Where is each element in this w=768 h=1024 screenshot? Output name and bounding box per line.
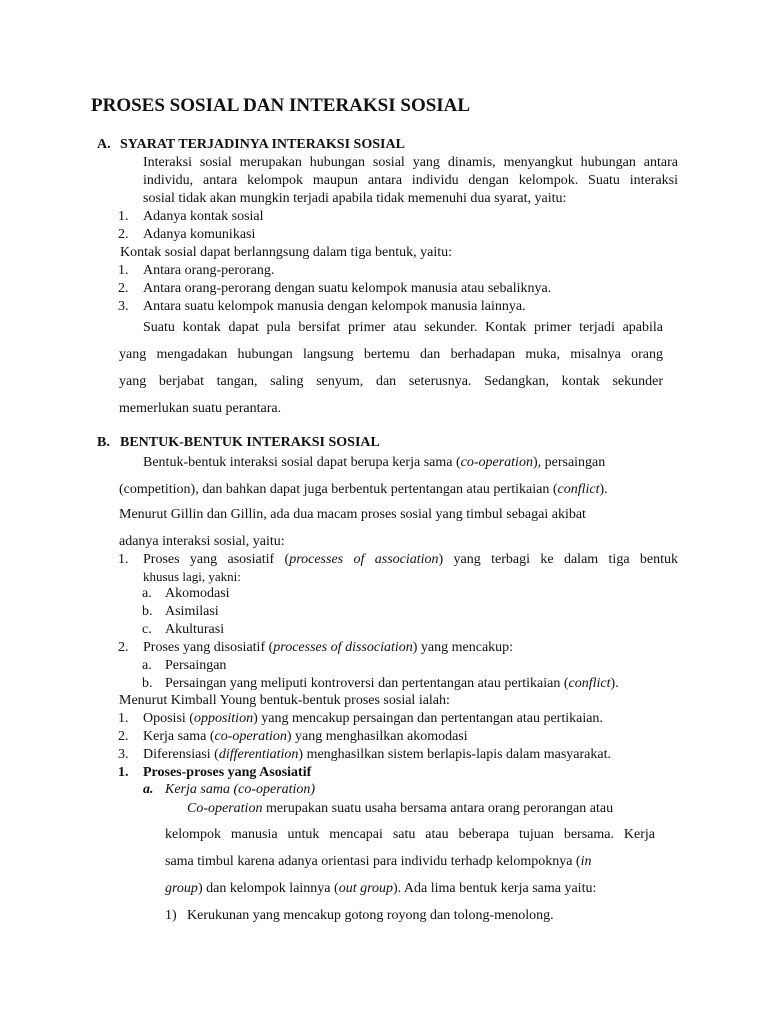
page-title: PROSES SOSIAL DAN INTERAKSI SOSIAL [91, 95, 471, 116]
section-b-marker: B. [97, 435, 110, 450]
section-b-intro-line: Menurut Gillin dan Gillin, ada dua macam proses sosial yang timbul sebagai akibat [119, 507, 586, 522]
contact-type-line: memerlukan suatu perantara. [119, 401, 282, 416]
contact-form-item: Antara suatu kelompok manusia dengan kelompok manusia lainnya. [143, 299, 526, 314]
young-item: Kerja sama (co-operation) yang menghasilkan akomodasi [143, 729, 468, 744]
associative-process-cont: khusus lagi, yakni: [143, 569, 241, 584]
contact-form-item: Antara orang-perorang dengan suatu kelompok manusia atau sebaliknya. [143, 281, 552, 296]
section-b-intro-line: adanya interaksi sosial, yaitu: [119, 534, 285, 549]
list-marker: 2. [118, 729, 129, 744]
contact-type-line: yang berjabat tangan, saling senyum, dan seterusnya. Sedangkan, kontak sekunder [119, 374, 663, 389]
list-marker: b. [142, 604, 153, 619]
list-marker: 2. [118, 227, 129, 242]
contact-form-item: Antara orang-perorang. [143, 263, 275, 278]
list-marker: c. [142, 622, 152, 637]
list-marker: 1. [118, 209, 129, 224]
section-a-intro-line: sosial tidak akan mungkin terjadi apabila tidak memenuhi dua syarat, yaitu: [143, 191, 567, 206]
list-marker: a. [142, 658, 152, 673]
cooperation-line: kelompok manusia untuk mencapai satu atau beberapa tujuan bersama. Kerja [165, 827, 655, 842]
section-b-intro-line: Bentuk-bentuk interaksi sosial dapat berupa kerja sama (co-operation), persaingan [143, 455, 606, 470]
list-marker: 1. [118, 711, 129, 726]
list-marker: 1. [118, 263, 129, 278]
cooperation-line: group) dan kelompok lainnya (out group). Ada lima bentuk kerja sama yaitu: [165, 881, 597, 896]
section-a-intro-line: Interaksi sosial merupakan hubungan sosial yang dinamis, menyangkut hubungan antara [143, 155, 678, 170]
subheading-marker: a. [143, 782, 154, 797]
section-a-intro-line: individu, antara kelompok maupun antara individu dengan kelompok. Suatu interaksi [143, 173, 678, 188]
section-b-intro-line: (competition), dan bahkan dapat juga berbentuk pertentangan atau pertikaian (conflict). [119, 482, 608, 497]
condition-item: Adanya komunikasi [143, 227, 256, 242]
associative-form-item: Akulturasi [165, 622, 225, 637]
subheading-cooperation: Kerja sama (co-operation) [165, 782, 316, 797]
list-marker: 2. [118, 640, 129, 655]
list-marker: a. [142, 586, 152, 601]
dissociative-process-item: Proses yang disosiatif (processes of dissociation) yang mencakup: [143, 640, 514, 655]
cooperation-line: sama timbul karena adanya orientasi para individu terhadp kelompoknya (in [165, 854, 592, 869]
subheading-associative: Proses-proses yang Asosiatif [143, 765, 312, 780]
contact-type-line: Suatu kontak dapat pula bersifat primer atau sekunder. Kontak primer terjadi apabila [143, 320, 663, 335]
section-b-heading: BENTUK-BENTUK INTERAKSI SOSIAL [120, 435, 380, 450]
associative-form-item: Asimilasi [165, 604, 219, 619]
young-item: Oposisi (opposition) yang mencakup persaingan dan pertentangan atau pertikaian. [143, 711, 603, 726]
cooperation-form-item: Kerukunan yang mencakup gotong royong dan tolong-menolong. [187, 908, 554, 923]
list-marker: 1. [118, 552, 129, 567]
associative-process-item: Proses yang asosiatif (processes of association) yang terbagi ke dalam tiga bentuk [143, 552, 679, 567]
section-a-heading: SYARAT TERJADINYA INTERAKSI SOSIAL [120, 137, 405, 152]
section-a-marker: A. [97, 137, 111, 152]
subheading-marker: 1. [118, 765, 129, 780]
list-marker: 2. [118, 281, 129, 296]
contact-intro: Kontak sosial dapat berlanngsung dalam tiga bentuk, yaitu: [120, 245, 453, 260]
associative-form-item: Akomodasi [165, 586, 230, 601]
cooperation-line: Co-operation merupakan suatu usaha bersama antara orang perorangan atau [187, 801, 614, 816]
dissociative-form-item: Persaingan [165, 658, 227, 673]
list-marker: 3. [118, 299, 129, 314]
dissociative-form-item: Persaingan yang meliputi kontroversi dan pertentangan atau pertikaian (conflict). [165, 676, 619, 691]
young-intro: Menurut Kimball Young bentuk-bentuk proses sosial ialah: [119, 693, 450, 708]
contact-type-line: yang mengadakan hubungan langsung bertemu dan berhadapan muka, misalnya orang [119, 347, 663, 362]
list-marker: 1) [165, 908, 177, 923]
list-marker: b. [142, 676, 153, 691]
condition-item: Adanya kontak sosial [143, 209, 264, 224]
list-marker: 3. [118, 747, 129, 762]
young-item: Diferensiasi (differentiation) menghasilkan sistem berlapis-lapis dalam masyarakat. [143, 747, 611, 762]
